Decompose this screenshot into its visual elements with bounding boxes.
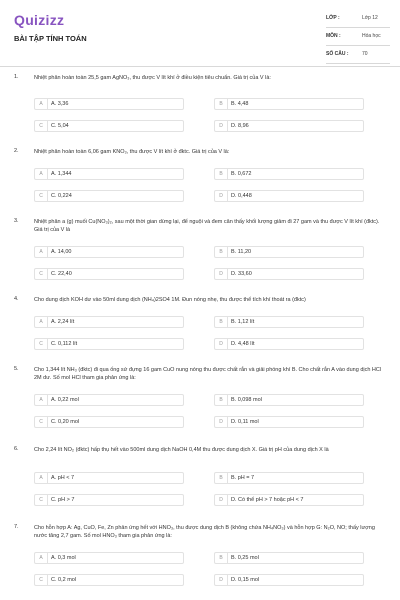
option-letter: C: [35, 121, 48, 131]
option-letter: B: [215, 247, 228, 257]
option-text: C. 0,112 lít: [51, 341, 78, 347]
meta-row-subject: [326, 31, 390, 46]
option-letter: B: [215, 395, 228, 405]
option-c[interactable]: [34, 338, 184, 350]
option-d[interactable]: [214, 494, 364, 506]
worksheet-header: [0, 0, 400, 64]
option-text: D. 8,96: [231, 123, 249, 129]
option-letter: B: [215, 553, 228, 563]
option-letter: C: [35, 269, 48, 279]
option-b[interactable]: [214, 316, 364, 328]
option-d[interactable]: [214, 338, 364, 350]
option-c[interactable]: [34, 268, 184, 280]
option-text: D. 33,60: [231, 271, 252, 277]
option-a[interactable]: [34, 472, 184, 484]
meta-value: Hóa học: [362, 33, 381, 39]
option-text: B. 0,25 mol: [231, 555, 259, 561]
option-letter: A: [35, 553, 48, 563]
option-a[interactable]: [34, 246, 184, 258]
option-b[interactable]: [214, 168, 364, 180]
option-text: C. 5,04: [51, 123, 69, 129]
question-number: 4.: [14, 296, 19, 302]
question-number: 6.: [14, 446, 19, 452]
option-c[interactable]: [34, 416, 184, 428]
meta-label: MÔN :: [326, 33, 341, 39]
meta-value: Lớp 12: [362, 15, 378, 21]
option-b[interactable]: [214, 552, 364, 564]
option-letter: C: [35, 417, 48, 427]
option-text: D. Có thể pH > 7 hoặc pH < 7: [231, 497, 304, 503]
option-letter: D: [215, 339, 228, 349]
option-text: D. 0,11 mol: [231, 419, 259, 425]
option-letter: A: [35, 473, 48, 483]
option-text: C. pH > 7: [51, 497, 75, 503]
option-d[interactable]: [214, 190, 364, 202]
question-text: Cho 2,24 lít NO₂ (đktc) hấp thụ hết vào 500ml dung dịch NaOH 0,4M thu được dung dịch X. Giá trị pH của dung dịch X là: [34, 447, 329, 453]
option-letter: C: [35, 495, 48, 505]
option-letter: B: [215, 317, 228, 327]
question-text: Cho dung dịch KOH dư vào 50ml dung dịch (NH₄)2SO4 1M. Đun nóng nhẹ, thu được thể tích khí thoát ra (đktc): [34, 297, 306, 303]
option-text: B. pH = 7: [231, 475, 255, 481]
meta-label: SỐ CÂU :: [326, 51, 349, 57]
option-c[interactable]: [34, 494, 184, 506]
option-letter: D: [215, 575, 228, 585]
worksheet-title: BÀI TẬP TÍNH TOÁN: [14, 34, 87, 43]
option-letter: C: [35, 191, 48, 201]
option-a[interactable]: [34, 394, 184, 406]
option-text: D. 0,448: [231, 193, 252, 199]
option-letter: D: [215, 191, 228, 201]
option-text: A. 0,3 mol: [51, 555, 76, 561]
meta-label: LỚP :: [326, 15, 340, 21]
option-d[interactable]: [214, 268, 364, 280]
question-number: 2.: [14, 148, 19, 154]
option-text: C. 0,20 mol: [51, 419, 80, 425]
quizizz-logo: Quizizz: [14, 12, 65, 28]
option-text: A. 3,36: [51, 101, 69, 107]
header-divider: [0, 66, 400, 67]
question-text: Nhiệt phân a (g) muối Cu(NO₃)₂, sau một thời gian dừng lại, để nguội và đem cân thấy khối lượng giảm đi 27 gam và thu được V lít khí (đktc). Giá trị của V là: [34, 219, 380, 233]
meta-row-question-count: [326, 49, 390, 64]
option-letter: B: [215, 99, 228, 109]
option-b[interactable]: [214, 98, 364, 110]
option-text: D. 0,15 mol: [231, 577, 260, 583]
option-text: B. 0,098 mol: [231, 397, 262, 403]
option-letter: D: [215, 121, 228, 131]
option-a[interactable]: [34, 168, 184, 180]
option-text: C. 22,40: [51, 271, 72, 277]
meta-value: 70: [362, 51, 368, 57]
option-letter: C: [35, 575, 48, 585]
option-text: A. pH < 7: [51, 475, 75, 481]
worksheet-meta: [326, 13, 390, 67]
option-a[interactable]: [34, 316, 184, 328]
option-text: A. 1,344: [51, 171, 72, 177]
option-text: A. 0,22 mol: [51, 397, 79, 403]
question-text: Cho hỗn hợp A: Ag, CuO, Fe, Zn phản ứng hết với HNO₃, thu được dung dịch B (không chứa NH₄NO₃) và hỗn hợp G: N₂O, NO; thấy lượng nước tăng 2,7 gam. Số mol HNO₃ tham gia phản ứng là:: [34, 525, 375, 539]
option-letter: D: [215, 495, 228, 505]
option-d[interactable]: [214, 416, 364, 428]
option-text: A. 2,24 lít: [51, 319, 75, 325]
option-letter: B: [215, 169, 228, 179]
option-letter: B: [215, 473, 228, 483]
option-c[interactable]: [34, 120, 184, 132]
option-text: A. 14,00: [51, 249, 72, 255]
option-c[interactable]: [34, 574, 184, 586]
meta-row-grade: [326, 13, 390, 28]
option-letter: A: [35, 99, 48, 109]
option-a[interactable]: [34, 98, 184, 110]
option-text: B. 4,48: [231, 101, 249, 107]
question-number: 3.: [14, 218, 19, 224]
option-text: C. 0,224: [51, 193, 72, 199]
question-text: Cho 1,344 lít NH₃ (đktc) đi qua ống sứ đựng 16 gam CuO nung nóng thu được chất rắn và giải phóng khí B. Cho chất rắn A vào dung dịch HCl 2M dư. Số mol HCl tham gia phản ứng là:: [34, 367, 382, 381]
option-d[interactable]: [214, 574, 364, 586]
option-text: B. 11,20: [231, 249, 252, 255]
option-letter: A: [35, 317, 48, 327]
option-letter: D: [215, 417, 228, 427]
option-b[interactable]: [214, 394, 364, 406]
option-letter: A: [35, 247, 48, 257]
option-letter: A: [35, 169, 48, 179]
option-b[interactable]: [214, 246, 364, 258]
option-text: C. 0,2 mol: [51, 577, 77, 583]
option-text: B. 1,12 lít: [231, 319, 255, 325]
option-a[interactable]: [34, 552, 184, 564]
option-letter: A: [35, 395, 48, 405]
option-c[interactable]: [34, 190, 184, 202]
option-text: B. 0,672: [231, 171, 252, 177]
option-letter: C: [35, 339, 48, 349]
option-letter: D: [215, 269, 228, 279]
question-text: Nhiệt phân hoàn toàn 6,06 gam KNO₃, thu được V lít khí ở đktc. Giá trị của V là:: [34, 149, 230, 155]
option-b[interactable]: [214, 472, 364, 484]
question-number: 1.: [14, 74, 19, 80]
question-text: Nhiệt phân hoàn toàn 25,5 gam AgNO₃, thu được V lít khí ở điều kiện tiêu chuẩn. Giá trị của V là:: [34, 75, 271, 81]
question-number: 5.: [14, 366, 19, 372]
question-number: 7.: [14, 524, 19, 530]
option-text: D. 4,48 lít: [231, 341, 255, 347]
option-d[interactable]: [214, 120, 364, 132]
